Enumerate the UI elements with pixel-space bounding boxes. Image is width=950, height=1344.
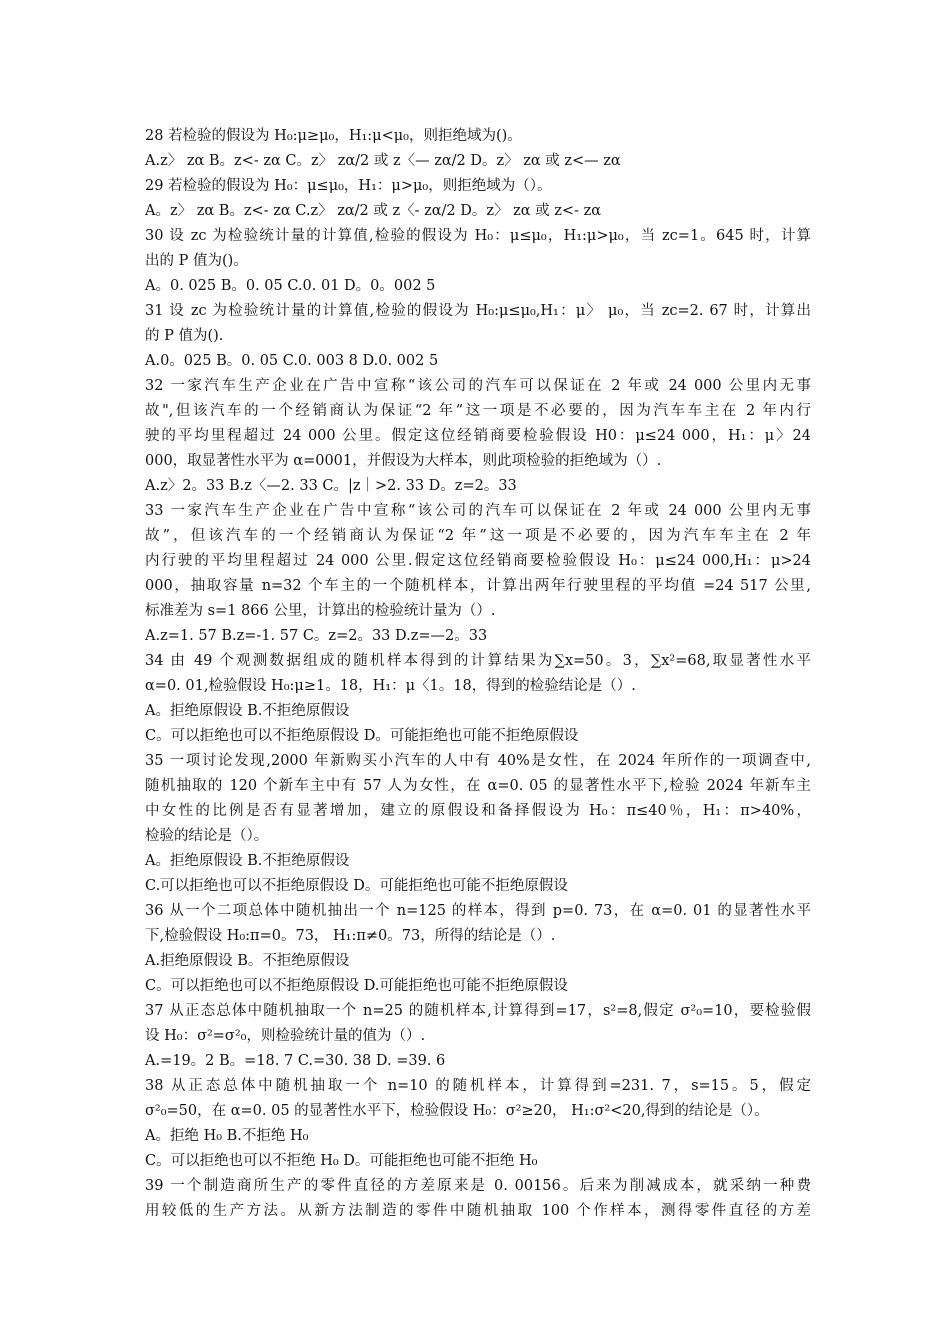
text-line: α=0. 01,检验假设 H₀:μ≥1。18，H₁：μ〈1。18，得到的检验结论是（）. <box>145 678 636 694</box>
text-line: A.z〉 zα B。z<- zα C。z〉 zα/2 或 z〈— zα/2 D。z〉 zα 或 z<— zα <box>145 153 621 169</box>
text-line: σ²₀=50，在 α=0. 05 的显著性水平下，检验假设 H₀：σ²≥20， H₁:σ²<20,得到的结论是（）。 <box>145 1103 769 1119</box>
text-line: 30 设 zc 为检验统计量的计算值,检验的假设为 H₀：μ≤μ₀，H₁:μ>μ₀，当 zc=1。645 时，计算 <box>145 228 811 244</box>
text-line: 31 设 zc 为检验统计量的计算值,检验的假设为 H₀:μ≤μ₀,H₁：μ〉 μ₀，当 zc=2. 67 时，计算出 <box>145 303 811 319</box>
text-line: 36 从一个二项总体中随机抽出一个 n=125 的样本，得到 p=0. 73，在 α=0. 01 的显著性水平 <box>145 903 811 919</box>
text-line: 驶的平均里程超过 24 000 公里。假定这位经销商要检验假设 H0：μ≤24 000，H₁：μ〉24 <box>145 428 811 444</box>
text-line: 28 若检验的假设为 H₀:μ≥μ₀，H₁:μ<μ₀，则拒绝域为()。 <box>145 128 522 144</box>
text-line: 内行驶的平均里程超过 24 000 公里.假定这位经销商要检验假设 H₀：μ≤24 000,H₁：μ>24 <box>145 553 811 569</box>
text-line: 出的 P 值为()。 <box>145 253 248 269</box>
text-line: A.=19。2 B。=18. 7 C.=30. 38 D. =39. 6 <box>145 1053 446 1069</box>
text-line: A。拒绝原假设 B.不拒绝原假设 <box>145 703 350 719</box>
text-line: 的 P 值为(). <box>145 328 224 344</box>
text-line: A。z〉 zα B。z<- zα C.z〉 zα/2 或 z〈- zα/2 D。z〉 zα 或 z<- zα <box>145 203 601 219</box>
text-line: 38 从正态总体中随机抽取一个 n=10 的随机样本，计算得到=231. 7，s=15。5，假定 <box>145 1078 811 1094</box>
text-line: 设 H₀：σ²=σ²₀，则检验统计量的值为（）. <box>145 1028 426 1044</box>
text-line: 中女性的比例是否有显著增加，建立的原假设和备择假设为 H₀：π≤40％，H₁：π>40%， <box>145 803 811 819</box>
text-line: A.拒绝原假设 B。不拒绝原假设 <box>145 953 350 969</box>
text-line: 37 从正态总体中随机抽取一个 n=25 的随机样本,计算得到=17，s²=8,假定 σ²₀=10，要检验假 <box>145 1003 811 1019</box>
text-line: A.z〉2。33 B.z〈—2. 33 C。|z｜>2. 33 D。z=2。33 <box>145 478 517 494</box>
text-line: A.0。025 B。0. 05 C.0. 003 8 D.0. 002 5 <box>145 353 439 369</box>
text-line: C.可以拒绝也可以不拒绝原假设 D。可能拒绝也可能不拒绝原假设 <box>145 878 568 894</box>
text-line: 34 由 49 个观测数据组成的随机样本得到的计算结果为∑x=50。3，∑x²=68,取显著性水平 <box>145 653 811 669</box>
text-line: A.z=1. 57 B.z=-1. 57 C。z=2。33 D.z=—2。33 <box>145 628 488 644</box>
text-line: 标准差为 s=1 866 公里，计算出的检验统计量为（）. <box>145 603 496 619</box>
text-line: 随机抽取的 120 个新车主中有 57 人为女性，在 α=0. 05 的显著性水平下,检验 2024 年新车主 <box>145 778 811 794</box>
text-line: 故”，但该汽车的一个经销商认为保证“2 年”这一项是不必要的，因为汽车车主在 2 年 <box>145 528 811 544</box>
text-line: 000，抽取容量 n=32 个车主的一个随机样本，计算出两年行驶里程的平均值 =24 517 公里, <box>145 578 811 594</box>
text-line: C。可以拒绝也可以不拒绝原假设 D。可能拒绝也可能不拒绝原假设 <box>145 728 579 744</box>
text-line: 35 一项讨论发现,2000 年新购买小汽车的人中有 40%是女性，在 2024 年所作的一项调查中, <box>145 753 811 769</box>
text-line: 33 一家汽车生产企业在广告中宣称“该公司的汽车可以保证在 2 年或 24 000 公里内无事 <box>145 503 811 519</box>
text-line: 32 一家汽车生产企业在广告中宣称“该公司的汽车可以保证在 2 年或 24 000 公里内无事 <box>145 378 811 394</box>
document-body <box>145 124 811 1224</box>
text-line: 000，取显著性水平为 α=0001，并假设为大样本，则此项检验的拒绝域为（）. <box>145 453 662 469</box>
text-line: 检验的结论是（）。 <box>145 828 269 844</box>
text-line: 29 若检验的假设为 H₀：μ≤μ₀，H₁：μ>μ₀，则拒绝域为（）。 <box>145 178 552 194</box>
text-line: 用较低的生产方法。从新方法制造的零件中随机抽取 100 个作样本，测得零件直径的方差 <box>145 1203 811 1219</box>
text-line: A。0. 025 B。0. 05 C.0. 01 D。0。002 5 <box>145 278 436 294</box>
text-line: 故",但该汽车的一个经销商认为保证“2 年”这一项是不必要的，因为汽车车主在 2 年内行 <box>145 403 811 419</box>
text-line: A。拒绝原假设 B.不拒绝原假设 <box>145 853 350 869</box>
text-line: A。拒绝 H₀ B.不拒绝 H₀ <box>145 1128 309 1144</box>
text-line: C。可以拒绝也可以不拒绝 H₀ D。可能拒绝也可能不拒绝 H₀ <box>145 1153 538 1169</box>
text-line: 下,检验假设 H₀:π=0。73， H₁:π≠0。73，所得的结论是（）. <box>145 928 556 944</box>
text-line: C。可以拒绝也可以不拒绝原假设 D.可能拒绝也可能不拒绝原假设 <box>145 978 568 994</box>
text-line: 39 一个制造商所生产的零件直径的方差原来是 0. 00156。后来为削减成本，就采纳一种费 <box>145 1178 811 1194</box>
